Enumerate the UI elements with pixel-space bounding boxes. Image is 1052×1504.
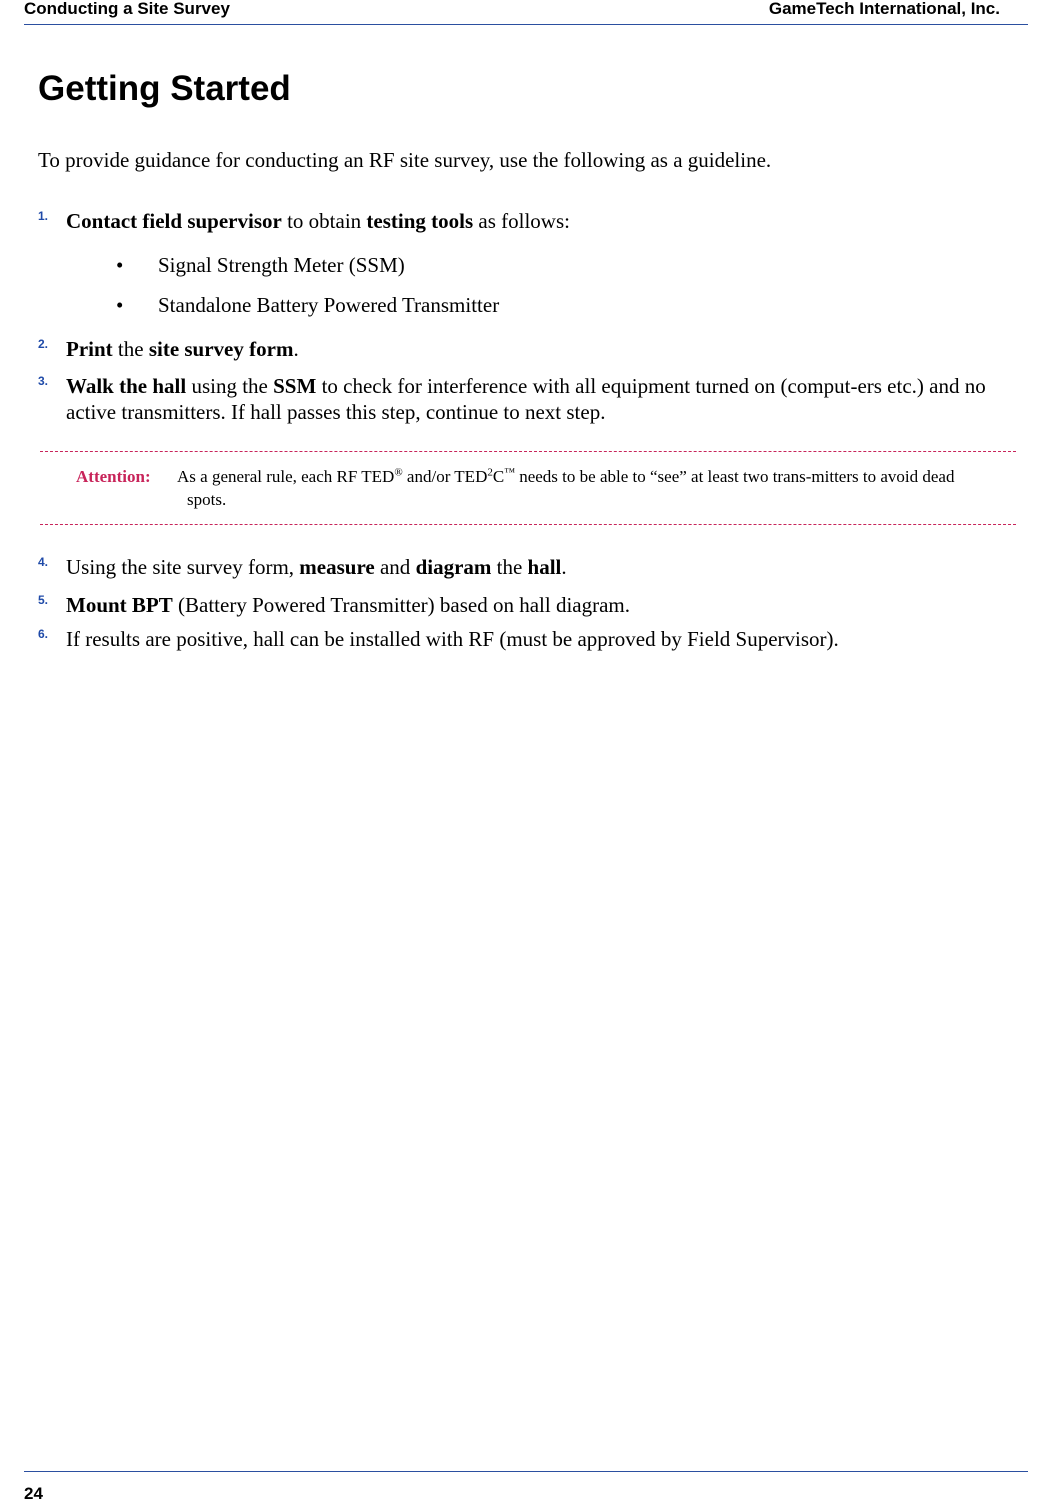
bullet-icon: • (116, 253, 124, 277)
step-number: 2. (38, 337, 49, 351)
superscript: 2 (487, 466, 493, 479)
step-number: 3. (38, 374, 49, 388)
page-title: Getting Started (38, 69, 291, 108)
bullet-icon: • (116, 293, 124, 317)
note-text: C (492, 467, 505, 486)
page-number: 24 (24, 1484, 43, 1503)
page-footer (24, 1471, 1028, 1504)
note-text: needs to be able to “see” at least two trans-mitters to avoid dead spots. (187, 467, 955, 509)
page-header (24, 0, 1028, 25)
step-4 (38, 554, 1028, 580)
step-text: using the (186, 374, 274, 398)
attention-bottom-rule (40, 524, 1016, 525)
attention-top-rule (40, 451, 1016, 452)
step-number: 6. (38, 627, 49, 641)
bold-text: Print (66, 337, 113, 361)
bold-text: site survey form (148, 337, 294, 361)
company-name: GameTech International, Inc. (768, 0, 1000, 18)
bold-text: diagram (415, 555, 492, 579)
bold-text: Contact field supervisor (66, 209, 282, 233)
list-item-text: Standalone Battery Powered Transmitter (158, 293, 500, 317)
registered-mark: ® (394, 466, 403, 479)
step-text: . (561, 555, 567, 579)
chapter-title: Conducting a Site Survey (24, 0, 230, 18)
note-text: and/or TED (402, 467, 488, 486)
bold-text: Mount BPT (66, 593, 173, 617)
bold-text: hall (527, 555, 562, 579)
step-1 (38, 208, 1028, 234)
step-5 (38, 592, 1028, 618)
step-3 (38, 373, 1028, 425)
step-text: (Battery Powered Transmitter) based on hall diagram. (172, 593, 630, 617)
list-item-text: Signal Strength Meter (SSM) (158, 253, 405, 277)
bold-text: measure (299, 555, 375, 579)
step-6 (38, 626, 1028, 652)
step-number: 4. (38, 555, 49, 569)
step-text: to check for interference with all equipment turned on (comput-ers etc.) and no active transmitters. If hall passes this step, continue to next step. (66, 374, 986, 424)
attention-note (76, 465, 996, 511)
step-text: If results are positive, hall can be installed with RF (must be approved by Field Supervisor). (66, 627, 839, 651)
step-text: . (293, 337, 299, 361)
step-text: Using the site survey form, (66, 555, 300, 579)
bold-text: SSM (273, 374, 317, 398)
step-text: to obtain (281, 209, 367, 233)
step-number: 5. (38, 593, 49, 607)
step-text: and (374, 555, 416, 579)
bold-text: Walk the hall (66, 374, 187, 398)
step-text: the (491, 555, 528, 579)
note-text: As a general rule, each RF TED (177, 467, 395, 486)
trademark-mark: ™ (504, 466, 515, 479)
step-2 (38, 336, 1028, 362)
bold-text: testing tools (366, 209, 474, 233)
intro-paragraph: To provide guidance for conducting an RF site survey, use the following as a guideline. (38, 148, 772, 172)
attention-label: Attention: (76, 467, 151, 486)
step-text: the (112, 337, 149, 361)
step-number: 1. (38, 209, 49, 223)
step-text: as follows: (473, 209, 570, 233)
